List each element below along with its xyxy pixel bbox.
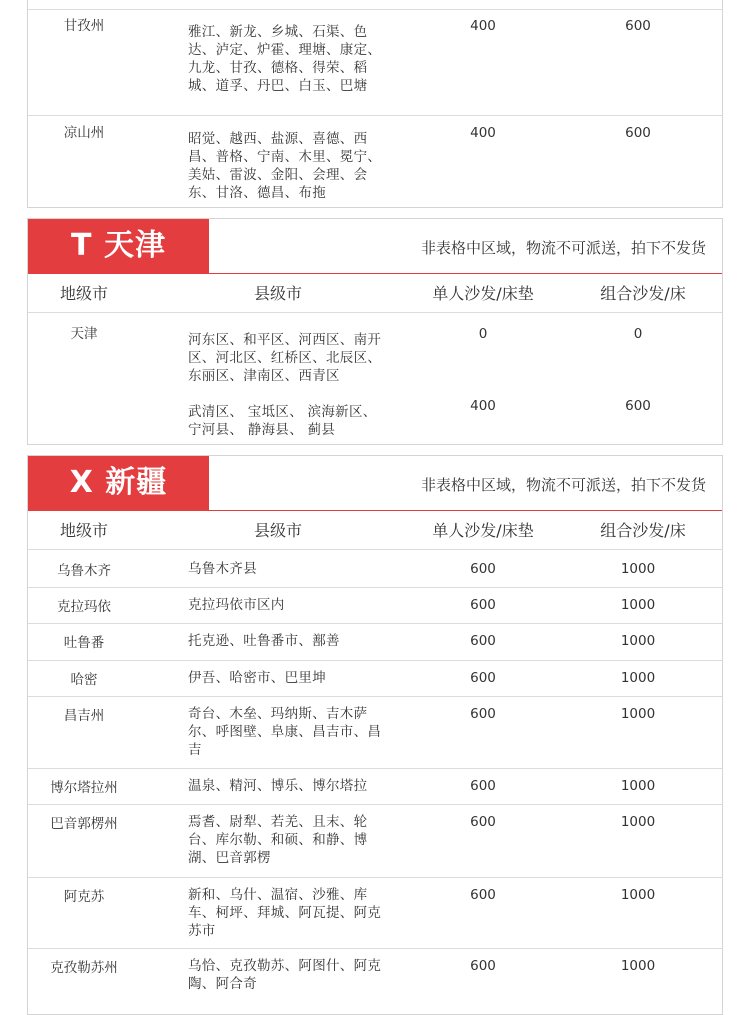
county-cell: 乌恰、克孜勒苏、阿图什、阿克陶、阿合奇 <box>188 958 382 992</box>
section-banner <box>28 456 722 511</box>
table-header <box>28 511 722 550</box>
combo-sofa-fee: 600 <box>625 398 651 414</box>
table-row <box>28 313 722 445</box>
county-cell: 奇台、木垒、玛纳斯、吉木萨尔、呼图壁、阜康、昌吉市、昌吉 <box>188 706 382 758</box>
city-cell: 克拉玛依 <box>57 599 111 615</box>
county-cell: 托克逊、吐鲁番市、鄯善 <box>188 633 340 649</box>
combo-sofa-fee: 1000 <box>620 561 656 577</box>
city-cell: 甘孜州 <box>63 18 105 34</box>
city-cell: 博尔塔拉州 <box>50 780 118 796</box>
city-cell: 巴音郭楞州 <box>50 816 118 832</box>
single-sofa-fee: 400 <box>470 18 496 34</box>
city-cell: 乌鲁木齐 <box>57 563 111 579</box>
combo-sofa-fee: 1000 <box>620 778 656 794</box>
header-county: 县级市 <box>253 284 302 303</box>
table-row <box>28 550 722 588</box>
combo-sofa-fee: 1000 <box>620 814 656 830</box>
county-cell: 武清区、 宝坻区、 滨海新区、宁河县、 静海县、 蓟县 <box>188 404 377 438</box>
header-city: 地级市 <box>59 521 108 540</box>
single-sofa-fee: 600 <box>470 958 496 974</box>
combo-sofa-fee: 1000 <box>620 597 656 613</box>
header-combo-sofa: 组合沙发/床 <box>600 284 686 303</box>
header-combo-sofa: 组合沙发/床 <box>600 521 686 540</box>
county-cell: 昭觉、越西、盐源、喜德、西昌、普格、宁南、木里、冕宁、美姑、雷波、金阳、会理、会东、甘洛、德昌、布拖 <box>188 131 382 201</box>
single-sofa-fee: 600 <box>470 887 496 903</box>
xinjiang-section <box>27 455 723 1015</box>
county-cell: 伊吾、哈密市、巴里坤 <box>188 670 326 686</box>
header-single-sofa: 单人沙发/床垫 <box>432 521 534 540</box>
single-sofa-fee: 600 <box>470 597 496 613</box>
city-cell: 阿克苏 <box>63 889 105 905</box>
single-sofa-fee: 600 <box>470 814 496 830</box>
single-sofa-fee: 0 <box>478 326 488 342</box>
table-row <box>28 9 722 116</box>
single-sofa-fee: 400 <box>470 125 496 141</box>
tianjin-section <box>27 218 723 445</box>
county-cell: 河东区、和平区、河西区、南开区、河北区、红桥区、北辰区、东丽区、津南区、西青区 <box>188 332 382 384</box>
county-cell: 雅江、新龙、乡城、石渠、色达、泸定、炉霍、理塘、康定、九龙、甘孜、德格、得荣、稻城、道孚、丹巴、白玉、巴塘 <box>188 24 382 94</box>
single-sofa-fee: 600 <box>470 561 496 577</box>
single-sofa-fee: 600 <box>470 778 496 794</box>
sichuan-table-continued <box>27 0 723 208</box>
combo-sofa-fee: 1000 <box>620 670 656 686</box>
county-cell <box>188 0 383 1</box>
county-cell: 新和、乌什、温宿、沙雅、库车、柯坪、拜城、阿瓦提、阿克苏市 <box>188 887 382 939</box>
city-cell: 凉山州 <box>63 125 105 141</box>
county-cell: 焉耆、尉犁、若羌、且末、轮台、库尔勒、和硕、和静、博湖、巴音郭楞 <box>188 814 368 866</box>
combo-sofa-fee: 1000 <box>620 887 656 903</box>
county-cell: 克拉玛依市区内 <box>188 597 285 613</box>
single-sofa-fee: 400 <box>470 398 496 414</box>
table-header <box>28 274 722 313</box>
city-cell: 天津 <box>70 326 98 342</box>
region-badge: X 新疆 <box>28 456 209 510</box>
single-sofa-fee: 600 <box>470 670 496 686</box>
combo-sofa-fee: 600 <box>625 18 651 34</box>
city-cell: 昌吉州 <box>63 708 105 724</box>
combo-sofa-fee: 1000 <box>620 706 656 722</box>
combo-sofa-fee: 1000 <box>620 958 656 974</box>
combo-sofa-fee: 600 <box>625 125 651 141</box>
header-county: 县级市 <box>253 521 302 540</box>
single-sofa-fee: 600 <box>470 706 496 722</box>
combo-sofa-fee: 0 <box>633 326 643 342</box>
section-banner <box>28 219 722 274</box>
table-row <box>28 697 722 769</box>
header-single-sofa: 单人沙发/床垫 <box>432 284 534 303</box>
table-row <box>28 624 722 661</box>
city-cell: 哈密 <box>70 672 98 688</box>
county-cell: 乌鲁木齐县 <box>188 561 257 577</box>
city-cell: 吐鲁番 <box>63 635 105 651</box>
table-row <box>28 116 722 208</box>
header-city: 地级市 <box>59 284 108 303</box>
delivery-note: 非表格中区域，物流不可派送，拍下不发货 <box>420 476 706 494</box>
combo-sofa-fee: 1000 <box>620 633 656 649</box>
table-row <box>28 661 722 697</box>
table-row <box>28 588 722 624</box>
city-cell: 克孜勒苏州 <box>50 960 118 976</box>
table-row <box>28 878 722 949</box>
table-row <box>28 769 722 805</box>
table-row <box>28 805 722 878</box>
county-cell: 温泉、精河、博乐、博尔塔拉 <box>188 778 368 794</box>
table-row <box>28 949 722 1015</box>
region-badge: T 天津 <box>28 219 209 273</box>
delivery-note: 非表格中区域，物流不可派送，拍下不发货 <box>420 239 706 257</box>
single-sofa-fee: 600 <box>470 633 496 649</box>
